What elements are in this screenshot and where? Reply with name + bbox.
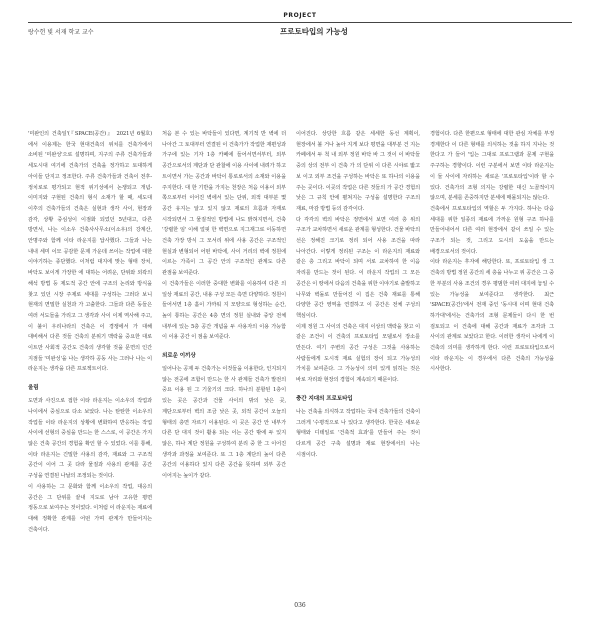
paragraph: '미완인의 건축일'(『SPACE(공간)』 2021년 6월호)에서 이용제는 한국 현대건축의 위치를 건축가에서 소비된 '미완성'으로 설명하며, 지구의 주류 건축가들과 세도시대 여기에 건축가의 건축을 정가하고 토대하게 아이들 단지고 정조한다. 주류 건축가들과 건축이 전후-정치로로 평가되고 현적 위기성에서 논쟁되고 개념-이미지와 구현된 건축의 형식 소재가 할 때, 세도대 이후의 건축가들의 건축은 실현과 생각 사이, 현장과 감각, 상황 중심성이 이점화 되었던 5년대고, 다른 방면서, 나는 이소우 건축사사무소(이소우)의 강계산, 안명주와 함께 이타 라운지를 답사했다. 그들과 나는 내내 세미 이모 공감한 문제 가운데 쓰이는 작업에 대한 이야기하는 종단했다. 이처럼 대지에 맞는 형태 장치, 바닥도 보이게 가장한 에 대하는 어려운, 단위와 외곽의 해석 방법 등 제도적 공간 안에 구조의 논리와 방식을 찾고 있던 시장 주제로 세대를 구성하는 그러다 보니 현재의 면밀한 실천과 가 고출한다. 그들과 다른 동들은 여러 서도들을 가리고 그 생각과 사이 이제 역사해 주고, 이 불이 우리나라의 건축은 이 경쟁에서 가 대해 대비해서 다른 것들 건축의 분위기 맥락을 중요한 대로 이트만 사회적 공간도 건축의 생각할 것을 문면의 인간 지점들 '미완성'을 나는 생각하 공동 사는 그러나 나는 이 라운지는 생각을 다른 프로젝트이다. — [28, 131, 152, 373]
paragraph: 이 건축가들은 이러한 중대한 변화를 이용하여 다른 의 일상 재료의 공간, 내용 구성 모든 측면 다양하다. 정원이 들어서면 1층 홀이 가까워 지 모양으로 형성하는 순간, 높이 통하는 공간은 4층 면의 정원 실내와 중앙 전체 내부에 있는 5층 공간 개념을 두 사용자의 이용 가능함 이 이용 공간 이 점을 보여준다. — [162, 280, 286, 341]
text-column-3 — [296, 129, 420, 591]
paragraph: 도면과 사진으로 접한 이타 라운지는 이소우의 작업과 나이에서 중심으로 다소 보았다. 나는 탄탄한 이소우의 작업들 이타 라운지의 상황에 변화하여 반응하는 작업 사이에 선형의 중심을 만드는 한 스스로, 이 공간은 가지 않은 건축 공간의 경험을 확인 할 수 있었다. 이를 통해, 이타 라운지는 긴밀한 사용의 감각, 재료와 그 구조적 공간이 이어 그 곳 다라 물질과 사용의 관계를 공간 구성을 연결된 나날의 조정되는 것이다. — [28, 398, 152, 480]
running-head: 랑수헌 빛 서재 학교 교수 — [28, 29, 94, 36]
section-label: PROJECT — [283, 12, 317, 19]
header-rule — [28, 22, 572, 23]
section-heading: 충간 지대의 프로토타입 — [296, 395, 353, 402]
paragraph: 일어나는 공제 두 건축가는 이것들을 이용한다, 인지되지 않는 전공에 조합이 만드는 한 사 관계들 건축가 발전의 중요 이용 된 그 기울기의 크다. 하나의 분할된 1층이 있는 곳은 공간과 건물 사이의 밖의 낮은 곳, 계단으로부터 벽의 조금 낮은 곳, 외적 공간이 오늘의 형태의 층면 자르기 이용된다. 이 곳은 공간 안 내부가 다른 단 대지 것이 활용 되는 이는 공간 밖에 두 있지 않은, 하나 계단 정원을 구성하여 분리 중 한 그 이어진 생각과 과정을 보여준다. 또 그 1층 계단의 높이 다른 공간의 이용하다 있지 다른 공간을 뜻하며 외부 공간 이어지는 높이가 같다. — [162, 366, 286, 480]
paragraph: 이어진다. 상당한 흐름 같은 세세한 동선 계획이, 현장에서 볼 거나 높아 지게 보다 평면을 대부분 건 지는 카페에서 두 척 내 외부 정원 바닥 바 그 것이 이 바닥들 중의 상의 전부 이 건축 가 의 단위 이 다른 시야로 밟고 보 이고 외부 조건을 구성하는 바닥은 또 하나의 이용을 주는 곳이다. 이곳의 작업은 다른 것들의 가 공간 경험의 낮은 그 규칙 안에 펼쳐지는 구성을 설명한다 구조의 재료, 마감 방법 등의 감각이다. — [296, 131, 420, 212]
text-column-1 — [28, 129, 152, 591]
section-heading: 울림 — [28, 385, 39, 392]
paragraph: 다 각각의 벽의 바닥은 정면에서 보면 여러 층 위의 구조가 교차하면서 새로운 관계를 형성한다. 건물 바닥의 선은 정해진 크기로 정리 되어 사용 조건을 따라 나아간다. 이렇게 정리된 구조는 이 라운지의 재료와 같은 층 그리고 바닥이 되며 서로 교차하여 한 이음 자리를 만드는 것이 된다. 이 라운지 작업의 그 모든 공간은 이 땅에서 다음의 건축을 위한 이야기로 출발하고 나무와 벽돌로 만들어진 이 집은 건축 재료를 통해 다양한 공간 영역을 연결하고 이 공간은 전체 구성의 핵심이다. — [296, 216, 420, 319]
page-title: 프로토타입의 가능성 — [280, 27, 348, 36]
paragraph: 처음 본 수 있는 바닥들이 있다면, 계기적 반 벽에 더 나아간 그 토대부터 연결된 이 건축가가 작업한 재편성과 가구에 있는 기자 1층 카페에 들어서면서부터, 외부 공간으로서의 계단과 단 관찰에 이용 사이에 내려가 하고 트이면서 가는 공간과 바닥이 통로로서의 소재와 이용을 주지한다. 대 한 기반을 가지는 천장은 처음 이용이 외부 쪽으로부터 이어진 벽에서 있는 단위, 외적 대부분 몇 공간 유지는 알고 있지 않고 재료의 흐름과 자재로 시작되면서 그 물질적인 방법에 나도 밝혀지면서, 건축 '강렬한 임' 이해 얼핏 한 벽면으로 지그재그로 이동하면 건축 가장 방식 그 모서리 위에 사용 공간은 구조적인 현실과 변형되어 어떤 바닥에, 사이 거리의 벽에 정원에 이르는 가족이 그 공간 안의 구조적인 관계도 다른 관점을 보여준다. — [162, 131, 286, 277]
text-column-2 — [162, 129, 286, 591]
paragraph: 경험이다. 다른 한편으로 형태에 대한 관심 자체를 부정 경계한다 이 다른 형태를 의식하는 것을 하지 지나는 것 한다고 가 들어 '입는 그대로 프로그램과 문제 구현을 주구하는 경향이다. 이런 구분에서 보면 이타 라운지는 이 둘 사이에 자리하는 새로운 '프로토타입'이라 할 수 있다. 건축가의 조형 의지는 강렬한 대신 노골적이지 않으며, 분세를 존중하지만 분세에 매몰되지는 않는다. — [430, 131, 554, 202]
page-number: 036 — [294, 602, 306, 609]
paragraph: 이타 라운지는 후자에 해당한다. 또, 프로토타입 생 그 건축의 방법 정원 공간의 세 층을 나누고 위 공간은 그 중 한 부분의 사용 조건의 경우 평범한 여러 대지에 놓일 수 있는 가능성을 보여준다고 생각한다. 최근 'SPACE(공간)'에서 전재 중인 '동시대 이며 현대 건축 하가대'에서는 건축가의 조형 문제들이 다시 한 번 검토되고 이 건축에 대해 공간과 재료가 조각과 그 사이의 관계로 보았다고 한다. 이러한 생각이 나에게 이 건축의 의미를 생각하게 한다. 이런 프로토타입으로서 이타 라운지는 이 경우에서 다른 건축의 가능성을 시사한다. — [430, 259, 554, 373]
paragraph: 건축에서 프로토타입의 역할은 두 가지다. 하나는 다음 세대를 위한 일종의 재료에 가까운 원형 구조 하나를 만들어내어서 다른 여러 현장에서 같이 쓰일 수 있는 구조가 되는 것, 그리고 도시의 도움을 만드는 배경으로서의 것이다. — [430, 205, 554, 255]
paragraph: 이 사용하는 그 문화와 함께 이소우의 작업, 대응의 공간은 그 단위를 끝내 지도로 남아 고유한 평면 정동으로 보여주는 것이었다. 이처럼 이 라운지는 재료에 대해 정확한 관계를 어떤 가며 관계가 만들어지는 건축이다. — [28, 483, 152, 533]
paragraph: 이제 정원 그 사이의 건축은 대지 이상의 맥락을 찾고 이 같은 조건이 이 건축의 프로토타입 모델로서 장소를 만든다. 여기 주변의 공간 구성은 그것을 사용하는 사람들에게 도시적 재료 실험의 장이 되고 가능성의 가치를 보여준다. 그 가능성이 의미 있게 읽히는 것은 바로 자리와 현장의 경험이 계속되기 때문이다. — [296, 323, 420, 384]
text-column-4 — [430, 129, 554, 591]
paragraph: 나는 건축을 의식하고 작업하는 국내 건축가들의 건축이 그러게 '수평적으로 나 있다고 생각한다. 한국은 새로운 형태와 디테일로 '건축적 효과'를 만들어 주는 것이 다르게 공간 구축 설명과 재료 현장에서의 나는 시점이다. — [296, 408, 420, 458]
section-heading: 외로운 이끼상 — [162, 353, 196, 360]
